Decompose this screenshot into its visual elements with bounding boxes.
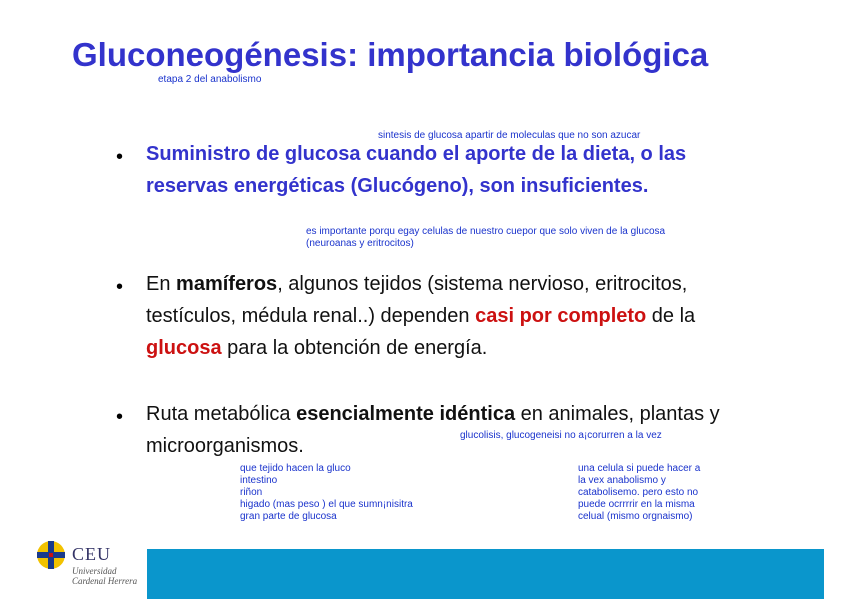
bullet-marker-1: • bbox=[116, 146, 124, 168]
ceu-logo bbox=[36, 538, 146, 590]
footer-bar bbox=[147, 549, 824, 599]
ceu-logo-sub1: Universidad bbox=[72, 566, 117, 576]
bullet-1-text: Suministro de glucosa cuando el aporte de la dieta, o las reservas energéticas (Glucógeno), son insuficientes. bbox=[146, 143, 687, 197]
tissues-note-line: riñon bbox=[240, 487, 263, 498]
bullet-2-casi-por-completo: casi por completo bbox=[475, 305, 647, 327]
bullet-3-part3: en animales, plantas y microorganismos. bbox=[146, 403, 720, 457]
bullet-3-part1: Ruta metabólica bbox=[146, 403, 297, 425]
synthesis-note: sintesis de glucosa apartir de moleculas que no son azucar bbox=[378, 130, 641, 141]
cell-note-line: celual (mismo orgnaismo) bbox=[578, 511, 693, 522]
subtitle-note: etapa 2 del anabolismo bbox=[158, 74, 262, 85]
glycolysis-note: glucolisis, glucogeneisi no a¡corurren a la vez bbox=[460, 430, 662, 441]
cell-note-line: la vex anabolismo y bbox=[578, 475, 666, 486]
ceu-logo-sub2: Cardenal Herrera bbox=[72, 576, 138, 586]
slide-title: Gluconeogénesis: importancia biológica bbox=[72, 36, 709, 73]
cell-note bbox=[578, 463, 700, 523]
bullet-2-glucosa: glucosa bbox=[146, 337, 222, 359]
bullet-3-esencialmente-identica: esencialmente idéntica bbox=[296, 403, 516, 425]
bullet-2-part7: para la obtención de energía. bbox=[221, 337, 488, 359]
cell-note-line: una celula si puede hacer a bbox=[578, 463, 701, 474]
bullet-marker-2: • bbox=[116, 276, 124, 298]
tissues-note-line: gran parte de glucosa bbox=[240, 511, 337, 522]
tissues-note-line: que tejido hacen la gluco bbox=[240, 463, 351, 474]
bullet-2-part5: de la bbox=[646, 305, 696, 327]
cells-note-line1: es importante porqu egay celulas de nuestro cuepor que solo viven de la glucosa bbox=[306, 226, 666, 237]
cell-note-line: catabolisemo. pero esto no bbox=[578, 487, 699, 498]
bullet-2-text bbox=[146, 268, 746, 364]
ceu-cross-icon bbox=[36, 540, 66, 570]
ceu-logo-name: CEU bbox=[72, 544, 111, 564]
tissues-note-line: higado (mas peso ) el que sumn¡nisitra bbox=[240, 499, 413, 510]
cells-note-line2: (neuroanas y eritrocitos) bbox=[306, 238, 414, 249]
cell-note-line: puede ocrrrrir en la misma bbox=[578, 499, 695, 510]
bullet-2-mamiferos: mamíferos bbox=[176, 273, 278, 295]
tissues-note-line: intestino bbox=[240, 475, 278, 486]
bullet-marker-3: • bbox=[116, 406, 124, 428]
bullet-2-part3: , algunos tejidos (sistema nervioso, eritrocitos, testículos, médula renal..) dependen bbox=[146, 273, 688, 327]
bullet-2-part1: En bbox=[146, 273, 177, 295]
tissues-note bbox=[240, 463, 413, 523]
